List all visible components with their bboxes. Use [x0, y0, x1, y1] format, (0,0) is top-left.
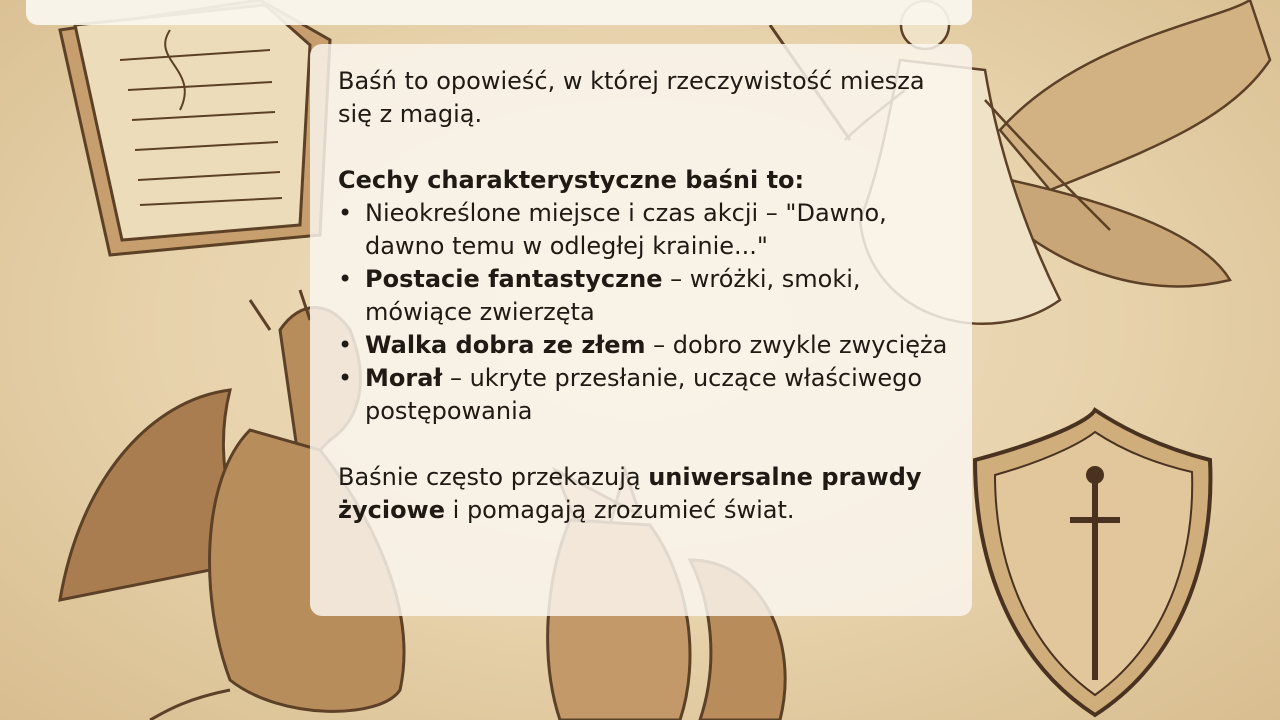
list-item — [338, 263, 948, 329]
summary-before: Baśnie często przekazują — [338, 463, 649, 491]
summary-text — [338, 461, 948, 527]
summary-after: i pomagają zrozumieć świat. — [445, 496, 795, 524]
features-list — [338, 197, 948, 428]
content-text — [338, 65, 948, 527]
open-book-icon — [60, 0, 330, 255]
feature-bold: Postacie fantastyczne — [365, 265, 663, 293]
features-heading: Cechy charakterystyczne baśni to: — [338, 166, 805, 194]
list-item — [338, 362, 948, 428]
feature-text: Nieokreślone miejsce i czas akcji – "Dawno, dawno temu w odległej krainie..." — [365, 199, 887, 260]
feature-bold: Morał — [365, 364, 443, 392]
intro-text: Baśń to opowieść, w której rzeczywistość miesza się z magią. — [338, 67, 925, 128]
list-item — [338, 197, 948, 263]
spacer — [338, 131, 948, 164]
summary-bold: uniwersalne prawdy życiowe — [338, 463, 922, 524]
title-card — [26, 0, 972, 25]
feature-bold: Walka dobra ze złem — [365, 331, 646, 359]
spacer — [338, 428, 948, 461]
feature-text: – wróżki, smoki, mówiące zwierzęta — [365, 265, 861, 326]
shield-sword-icon — [975, 410, 1210, 715]
list-item — [338, 329, 948, 362]
feature-text: – dobro zwykle zwycięża — [645, 331, 948, 359]
feature-text: – ukryte przesłanie, uczące właściwego postępowania — [365, 364, 923, 425]
